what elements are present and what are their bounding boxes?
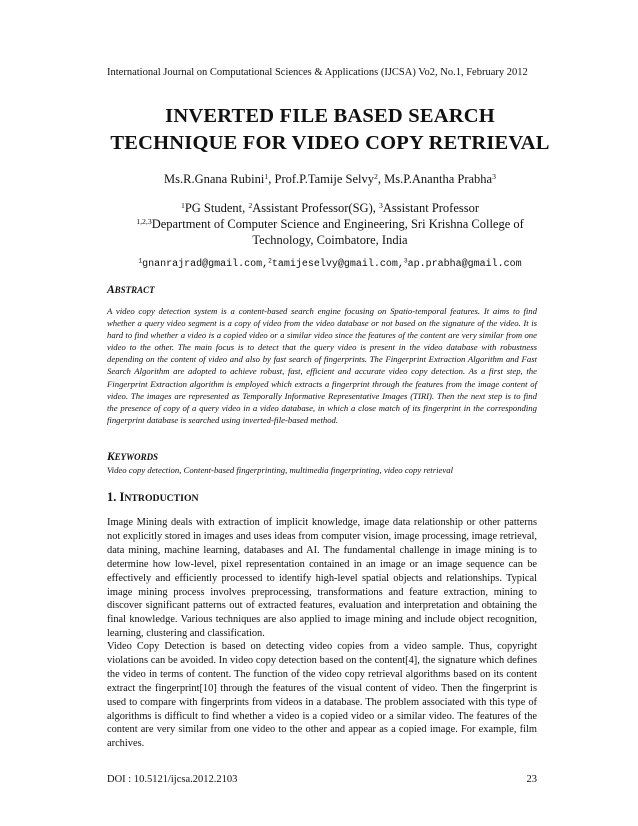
keywords-heading [107, 451, 158, 463]
role-2: Assistant Professor(SG), [252, 201, 379, 215]
abstract-heading-rest: BSTRACT [114, 285, 155, 295]
affiliation-block [100, 200, 560, 248]
abstract-heading [107, 284, 155, 296]
email-2: tamijeselvy@gmail.com, [271, 259, 404, 270]
author-3-sup: 3 [492, 171, 496, 181]
department-text: Department of Computer Science and Engineering, Sri Krishna College of [151, 217, 524, 231]
keywords-text: Video copy detection, Content-based fingerprinting, multimedia fingerprinting, video copy retrieval [107, 465, 453, 475]
email-2-sup: 2 [268, 257, 272, 265]
intro-paragraph-2: Video Copy Detection is based on detecting video copies from a video sample. Thus, copyright violations can be avoided. In video copy detection based on the content[4], the signature which defines the video in terms of content. The function of the video copy retrieval algorithms based on its content extract the fingerprint[10] through the features of the visual content of video. Then the fingerprint is used to compare with fingerprints from videos in a database. The problem associated with this type of algorithms is difficult to find whether a video is a copied video or a similar video. The features of the content are very similar from one video to the other and appear as a copied image. For example, film archives. [107, 641, 537, 750]
intro-paragraph-1: Image Mining deals with extraction of implicit knowledge, image data relationship or other patterns not explicitly stored in images and uses ideas from computer vision, image processing, image retrieval, data mining, machine learning, databases and AI. The fundamental challenge in image mining is to determine how low-level, pixel representation contained in an image or an image sequence can be effectively and efficiently processed to identify high-level spatial objects and relationships. Typical image mining process involves preprocessing, transformations and feature extraction, mining to discover significant patterns out of extracted features, evaluation and interpretation and obtaining the final knowledge. Various techniques are also applied to image mining and include object recognition, learning, clustering and classification. [107, 517, 537, 640]
paper-title [100, 103, 560, 157]
section-number: 1. [107, 490, 120, 504]
title-line-1: INVERTED FILE BASED SEARCH [165, 105, 495, 127]
author-1-sup: 1 [264, 171, 269, 181]
page-number: 23 [526, 774, 537, 785]
introduction-heading-rest: NTRODUCTION [124, 493, 199, 504]
introduction-heading [107, 490, 199, 505]
author-1: Ms.R.Gnana Rubini [164, 172, 265, 186]
footer-doi: DOI : 10.5121/ijcsa.2012.2103 [107, 774, 238, 785]
role-1-sup: 1 [180, 200, 185, 210]
author-3: , Ms.P.Anantha Prabha [377, 172, 493, 186]
role-2-sup: 2 [248, 200, 253, 210]
author-2-sup: 2 [373, 171, 378, 181]
affiliation-roles [100, 200, 560, 216]
email-list [100, 259, 560, 270]
email-1-sup: 1 [138, 257, 143, 265]
author-2: , Prof.P.Tamije Selvy [268, 172, 374, 186]
role-3-sup: 3 [378, 200, 383, 210]
author-list [100, 172, 560, 187]
abstract-text: A video copy detection system is a content-based search engine focusing on Spatio-temporal features. It aims to find whether a query video segment is a copy of video from the video database or not based on the signature of the video. It is hard to find whether a video is a copied video or a similar video since the features of the content are very similar from one video to the other. The main focus is to detect that the query video is present in the video database with robustness depending on the content of video and also by fast search of fingerprints. The Fingerprint Extraction Algorithm and Fast Search Algorithm are adopted to achieve robust, fast, efficient and accurate video copy detection. As a first step, the Fingerprint Extraction algorithm is employed which extracts a fingerprint through the features from the image content of video. The images are represented as Temporally Informative Representative Images (TIRI). Then the next step is to find the presence of copy of a query video in a video database, in which a close match of its fingerprint in the corresponding fingerprint database is searched using inverted-file-based method. [107, 306, 537, 425]
abstract-heading-initial: A [107, 284, 115, 296]
role-3: Assistant Professor [382, 201, 480, 215]
email-3: ap.prabha@gmail.com [407, 259, 522, 270]
title-line-2: TECHNIQUE FOR VIDEO COPY RETRIEVAL [110, 132, 550, 154]
email-1: gnanrajrad@gmail.com, [142, 259, 269, 270]
affiliation-place: Technology, Coimbatore, India [252, 233, 408, 247]
role-1: PG Student, [184, 201, 249, 215]
keywords-heading-rest: EYWORDS [114, 452, 159, 462]
introduction-heading-initial: I [119, 490, 125, 504]
running-header: International Journal on Computational Sciences & Applications (IJCSA) Vo2, No.1, February 2012 [107, 67, 528, 78]
affiliation-department [100, 216, 560, 232]
keywords-heading-initial: K [107, 451, 115, 463]
email-3-sup: 3 [403, 257, 408, 265]
department-sup: 1,2,3 [136, 216, 152, 226]
